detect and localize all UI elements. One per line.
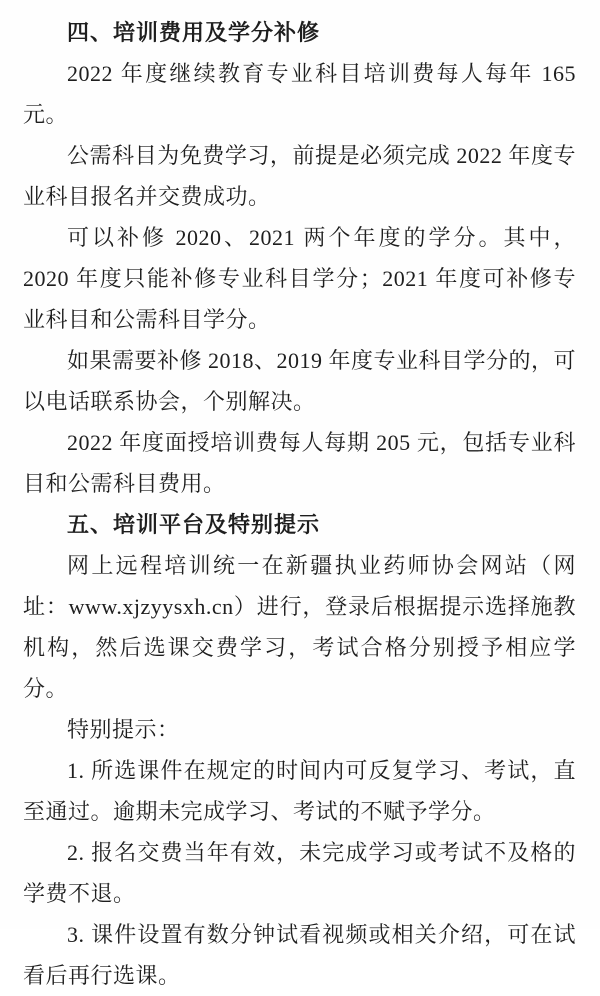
paragraph-note-2-no-refund: 2. 报名交费当年有效，未完成学习或考试不及格的学费不退。: [23, 840, 576, 906]
paragraph-public-subject-free: 公需科目为免费学习，前提是必须完成 2022 年度专业科目报名并交费成功。: [23, 143, 576, 209]
section-heading-platform-and-notes: 五、培训平台及特别提示: [67, 512, 321, 537]
section-heading-fees-and-credit-makeup: 四、培训费用及学分补修: [67, 20, 321, 45]
paragraph-makeup-2018-2019: 如果需要补修 2018、2019 年度专业科目学分的，可以电话联系协会，个别解决。: [23, 348, 577, 414]
paragraph-professional-subject-fee: 2022 年度继续教育专业科目培训费每人每年 165 元。: [23, 61, 576, 127]
paragraph-note-3-preview-video: 3. 课件设置有数分钟试看视频或相关介绍，可在试看后再行选课。: [23, 922, 576, 988]
paragraph-online-platform-website: 网上远程培训统一在新疆执业药师协会网站（网址：www.xjzyysxh.cn）进行，登录后根据提示选择施教机构，然后选课交费学习，考试合格分别授予相应学分。: [23, 553, 576, 701]
paragraph-note-1-repeat-study: 1. 所选课件在规定的时间内可反复学习、考试，直至通过。逾期未完成学习、考试的不赋予学分。: [23, 758, 576, 824]
paragraph-face-to-face-fee: 2022 年度面授培训费每人每期 205 元，包括专业科目和公需科目费用。: [23, 430, 576, 496]
paragraph-makeup-2020-2021: 可以补修 2020、2021 两个年度的学分。其中，2020 年度只能补修专业科目学分；2021 年度可补修专业科目和公需科目学分。: [23, 225, 576, 332]
paragraph-special-notes-label: 特别提示：: [67, 717, 180, 742]
